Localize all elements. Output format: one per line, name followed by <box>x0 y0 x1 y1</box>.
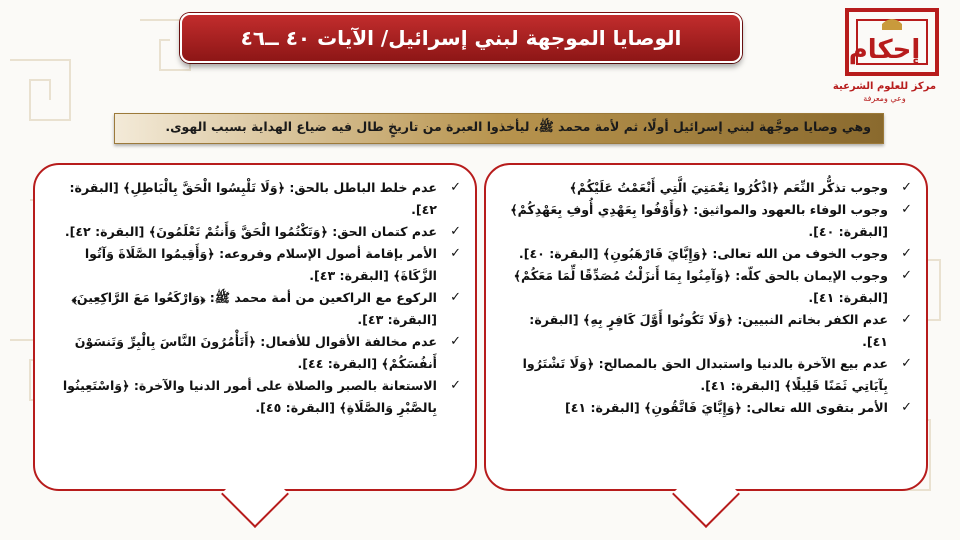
list-item <box>502 177 912 199</box>
list-item <box>502 309 912 353</box>
list-item-text: وجوب الوفاء بالعهود والمواثيق: ﴿وَأَوْفُوا بِعَهْدِي أُوفِ بِعَهْدِكُمْ﴾ [البقرة: ٤٠]. <box>510 202 888 239</box>
check-icon: ✓ <box>450 334 461 349</box>
list-item-text: الأمر بإقامة أصول الإسلام وفروعه: ﴿وَأَقِيمُوا الصَّلَاةَ وَآتُوا الزَّكَاةَ﴾ [البقرة: ٤٣]. <box>84 246 437 283</box>
list-item-text: عدم كتمان الحق: ﴿وَتَكْتُمُوا الْحَقَّ وَأَنتُمْ تَعْلَمُونَ﴾ [البقرة: ٤٢]. <box>64 224 437 239</box>
title-bar <box>180 13 742 63</box>
card-left <box>33 163 477 491</box>
list-item-text: وجوب الخوف من الله تعالى: ﴿وَإِيَّايَ فَارْهَبُونِ﴾ [البقرة: ٤٠]. <box>518 246 888 261</box>
intro-banner <box>114 113 884 144</box>
right-list <box>486 165 926 419</box>
card-left-tail <box>221 460 289 528</box>
check-icon: ✓ <box>901 312 912 327</box>
list-item-text: عدم خلط الباطل بالحق: ﴿وَلَا تَلْبِسُوا الْحَقَّ بِالْبَاطِلِ﴾ [البقرة: ٤٢]. <box>69 180 437 217</box>
list-item <box>51 375 461 419</box>
check-icon: ✓ <box>901 246 912 261</box>
card-right-tail <box>672 460 740 528</box>
banner-text: وهي وصايا موجَّهة لبني إسرائيل أولًا، ثم لأمة محمد ﷺ، ليأخذوا العبرة من تاريخٍ طال فيه ضياع الهداية بسبب الهوى. <box>165 119 871 134</box>
check-icon: ✓ <box>450 180 461 195</box>
list-item <box>502 397 912 419</box>
list-item-text: الركوع مع الراكعين من أمة محمد ﷺ: ﴿وَارْكَعُوا مَعَ الرَّاكِعِينَ﴾ [البقرة: ٤٣]. <box>71 290 437 327</box>
check-icon: ✓ <box>450 246 461 261</box>
list-item <box>51 331 461 375</box>
list-item-text: عدم بيع الآخرة بالدنيا واستبدال الحق بالمصالح: ﴿وَلَا تَشْتَرُوا بِآيَاتِي ثَمَنًا قَلِيلًا﴾ [البقرة: ٤١]. <box>522 356 888 393</box>
list-item <box>51 287 461 331</box>
logo-mark: إحكام <box>848 35 921 65</box>
list-item-text: الأمر بتقوى الله تعالى: ﴿وَإِيَّايَ فَاتَّقُونِ﴾ [البقرة: ٤١] <box>564 400 888 415</box>
check-icon: ✓ <box>450 224 461 239</box>
list-item-text: عدم مخالفة الأقوال للأفعال: ﴿أَتَأْمُرُونَ النَّاسَ بِالْبِرِّ وَتَنسَوْنَ أَنفُسَكُمْ﴾ [البقرة: ٤٤]. <box>74 334 437 371</box>
list-item <box>502 265 912 309</box>
logo-line-2: وعي ومعرفة <box>863 94 906 103</box>
card-right <box>484 163 928 491</box>
list-item-text: وجوب تذكُّر النِّعَم ﴿اذْكُرُوا نِعْمَتِيَ الَّتِي أَنْعَمْتُ عَلَيْكُمْ﴾ <box>569 180 888 195</box>
check-icon: ✓ <box>901 356 912 371</box>
page-title: الوصايا الموجهة لبني إسرائيل/ الآيات ٤٠ ــ٤٦ <box>240 26 682 50</box>
list-item <box>51 221 461 243</box>
list-item <box>502 353 912 397</box>
list-item-text: وجوب الإيمان بالحق كلّه: ﴿وَآمِنُوا بِمَا أَنزَلْتُ مُصَدِّقًا لِّمَا مَعَكُمْ﴾ [البقرة: ٤١]. <box>513 268 888 305</box>
list-item <box>502 199 912 243</box>
check-icon: ✓ <box>450 378 461 393</box>
center-logo <box>827 8 942 108</box>
list-item-text: الاستعانة بالصبر والصلاة على أمور الدنيا والآخرة: ﴿وَاسْتَعِينُوا بِالصَّبْرِ وَالصَّلَاةِ﴾ [البقرة: ٤٥]. <box>62 378 437 415</box>
list-item-text: عدم الكفر بخاتم النبيين: ﴿وَلَا تَكُونُوا أَوَّلَ كَافِرٍ بِهِ﴾ [البقرة: ٤١]. <box>529 312 888 349</box>
left-list <box>35 165 475 419</box>
logo-line-1: مركز للعلوم الشرعية <box>832 81 937 92</box>
check-icon: ✓ <box>901 202 912 217</box>
list-item <box>51 177 461 221</box>
list-item <box>51 243 461 287</box>
check-icon: ✓ <box>450 290 461 305</box>
list-item <box>502 243 912 265</box>
check-icon: ✓ <box>901 400 912 415</box>
check-icon: ✓ <box>901 268 912 283</box>
check-icon: ✓ <box>901 180 912 195</box>
